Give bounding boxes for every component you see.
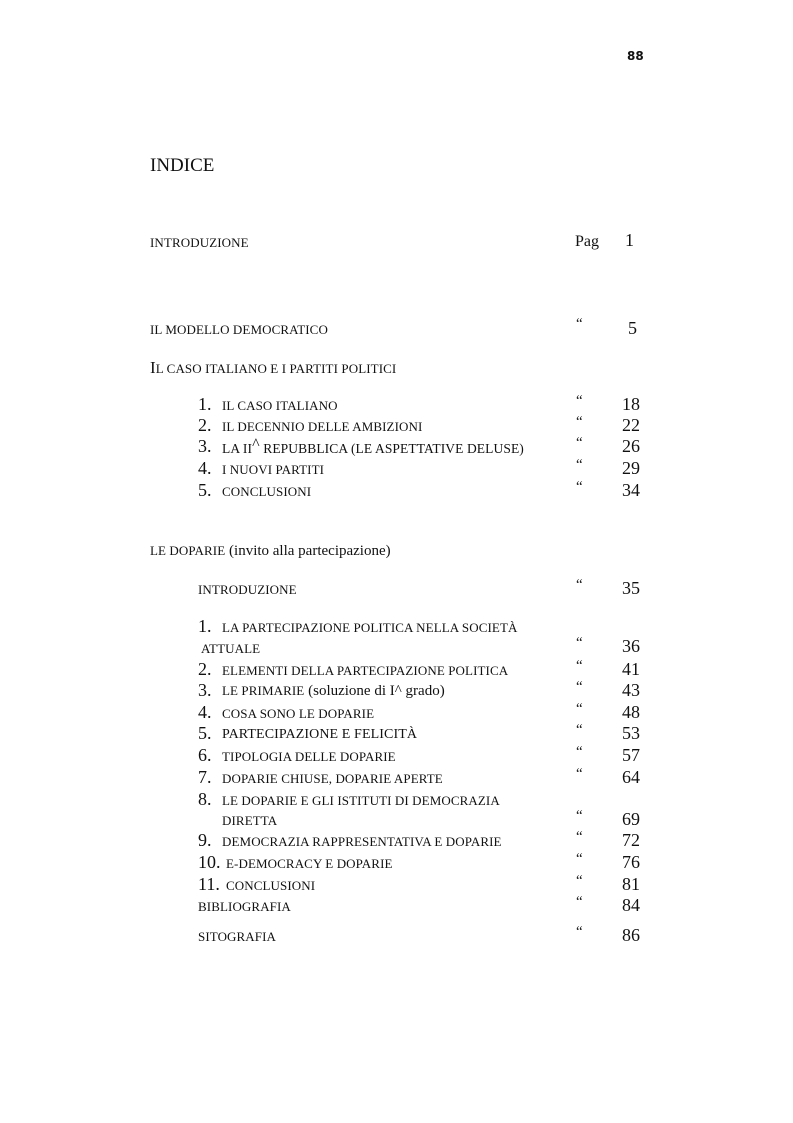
- toc-num: 6.: [198, 745, 212, 765]
- toc-label: CONCLUSIONI: [226, 878, 316, 893]
- toc-marker: “: [576, 829, 583, 845]
- toc-marker: “: [576, 435, 583, 451]
- toc-marker: “: [576, 635, 583, 651]
- toc-page: 35: [622, 578, 640, 598]
- toc-label: I NUOVI PARTITI: [222, 462, 325, 477]
- toc-marker: “: [576, 393, 583, 409]
- toc-label: COSA SONO LE DOPARIE: [222, 706, 375, 721]
- toc-marker: “: [576, 873, 583, 889]
- toc-page: 43: [622, 680, 640, 700]
- toc-marker: “: [576, 766, 583, 782]
- toc-marker: Pag: [575, 233, 599, 250]
- toc-num: 3.: [198, 436, 212, 456]
- toc-page: 5: [628, 318, 637, 338]
- label-main: LE PRIMARIE: [222, 683, 305, 698]
- toc-page: 69: [622, 809, 640, 829]
- toc-label: SITOGRAFIA: [198, 929, 277, 944]
- toc-label: IL CASO ITALIANO: [222, 398, 338, 413]
- toc-num: 5.: [198, 480, 212, 500]
- toc-label-continued: DIRETTA: [222, 813, 278, 828]
- toc-page: 29: [622, 458, 640, 478]
- toc-page: 84: [622, 895, 640, 915]
- toc-marker: “: [576, 851, 583, 867]
- toc-label: DOPARIE CHIUSE, DOPARIE APERTE: [222, 771, 443, 786]
- toc-page: 81: [622, 874, 640, 894]
- toc-label: LE DOPARIE E GLI ISTITUTI DI DEMOCRAZIA: [222, 793, 500, 808]
- toc-marker: “: [576, 457, 583, 473]
- toc-page: 34: [622, 480, 640, 500]
- toc-marker: “: [576, 414, 583, 430]
- toc-marker: “: [576, 808, 583, 824]
- toc-marker: “: [576, 577, 583, 593]
- toc-label-continued: ATTUALE: [201, 641, 261, 656]
- toc-num: 11.: [198, 874, 220, 894]
- toc-num: 2.: [198, 659, 212, 679]
- toc-num: 4.: [198, 702, 212, 722]
- toc-num: 8.: [198, 789, 212, 809]
- page-title: INDICE: [150, 155, 215, 176]
- toc-page: 48: [622, 702, 640, 722]
- toc-page: 76: [622, 852, 640, 872]
- label-part-b: REPUBBLICA (LE ASPETTATIVE DELUSE): [259, 441, 524, 456]
- toc-label: IL MODELLO DEMOCRATICO: [150, 322, 328, 337]
- toc-page: 53: [622, 723, 640, 743]
- toc-page: 41: [622, 659, 640, 679]
- toc-num: 4.: [198, 458, 212, 478]
- toc-marker: “: [576, 679, 583, 695]
- toc-page: 18: [622, 394, 640, 414]
- toc-label: BIBLIOGRAFIA: [198, 899, 291, 914]
- toc-label: [222, 682, 445, 700]
- toc-marker: “: [576, 479, 583, 495]
- toc-marker: “: [576, 924, 583, 940]
- toc-num: 3.: [198, 680, 212, 700]
- section-heading-doparie: [150, 542, 391, 560]
- toc-marker: “: [576, 316, 583, 332]
- toc-label: INTRODUZIONE: [150, 235, 249, 250]
- heading-sub: (invito alla partecipazione): [225, 543, 391, 559]
- toc-label: ELEMENTI DELLA PARTECIPAZIONE POLITICA: [222, 663, 509, 678]
- toc-label: LA PARTECIPAZIONE POLITICA NELLA SOCIETÀ: [222, 620, 518, 635]
- toc-page: 22: [622, 415, 640, 435]
- toc-num: 7.: [198, 767, 212, 787]
- toc-marker: “: [576, 658, 583, 674]
- page-number: 88: [627, 49, 644, 63]
- toc-page: 86: [622, 925, 640, 945]
- toc-page: 64: [622, 767, 640, 787]
- toc-num: 9.: [198, 830, 212, 850]
- label-part-a: LA II: [222, 441, 253, 456]
- toc-page: 1: [625, 230, 634, 250]
- toc-page: 57: [622, 745, 640, 765]
- section-heading-caso: [150, 358, 396, 378]
- heading-initial: I: [150, 358, 156, 377]
- toc-label: CONCLUSIONI: [222, 484, 312, 499]
- label-sub: (soluzione di I^ grado): [304, 683, 445, 699]
- toc-marker: “: [576, 701, 583, 717]
- toc-num: 2.: [198, 415, 212, 435]
- toc-marker: “: [576, 744, 583, 760]
- heading-rest: L CASO ITALIANO E I PARTITI POLITICI: [155, 361, 397, 376]
- toc-page: 72: [622, 830, 640, 850]
- toc-label: IL DECENNIO DELLE AMBIZIONI: [222, 419, 423, 434]
- toc-label: DEMOCRAZIA RAPPRESENTATIVA E DOPARIE: [222, 834, 502, 849]
- caret-sup: ^: [252, 436, 260, 453]
- toc-label: INTRODUZIONE: [198, 582, 297, 597]
- toc-page: 26: [622, 436, 640, 456]
- toc-num: 1.: [198, 616, 212, 636]
- toc-marker: “: [576, 894, 583, 910]
- toc-label: PARTECIPAZIONE E FELICITÀ: [222, 727, 418, 742]
- toc-label: E-DEMOCRACY E DOPARIE: [226, 856, 393, 871]
- toc-marker: “: [576, 722, 583, 738]
- toc-num: 5.: [198, 723, 212, 743]
- toc-label: TIPOLOGIA DELLE DOPARIE: [222, 749, 396, 764]
- toc-page: 36: [622, 636, 640, 656]
- toc-num: 1.: [198, 394, 212, 414]
- heading-main: LE DOPARIE: [150, 543, 226, 558]
- toc-num: 10.: [198, 852, 221, 872]
- toc-label: [222, 436, 524, 458]
